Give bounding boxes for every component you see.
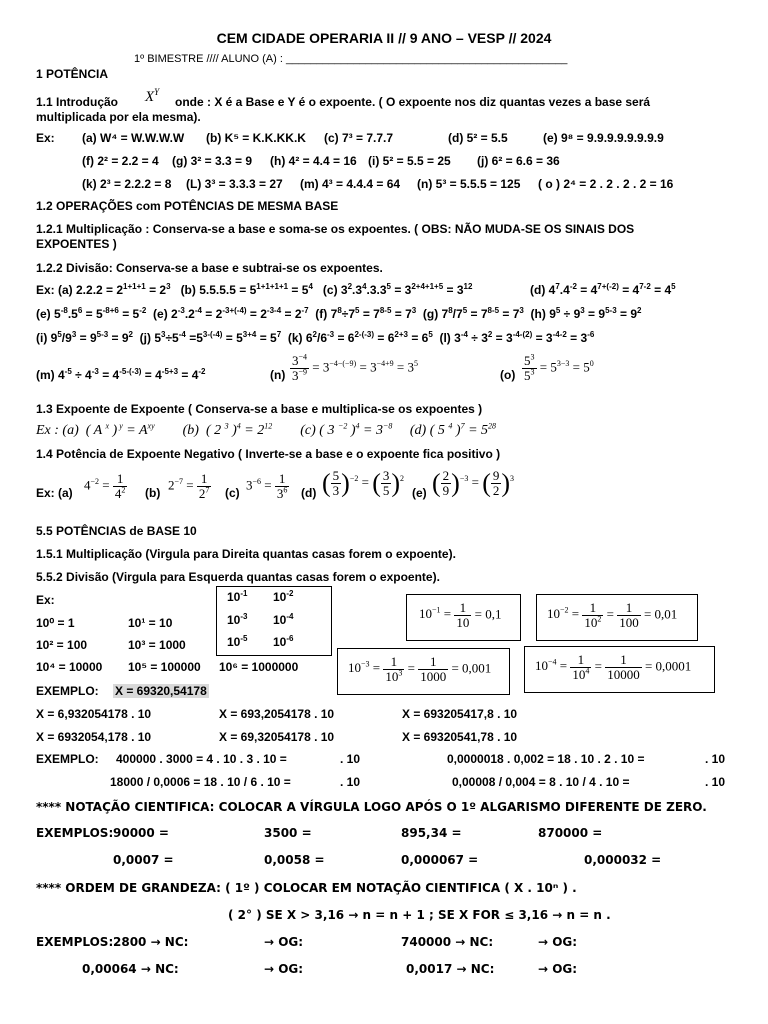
negative-powers-box <box>216 586 332 656</box>
base10-div-rule: 5.5.2 Divisão (Virgula para Esquerda quantas casas forem o expoente). <box>36 570 440 584</box>
intro-text-1: onde : X é a Base e Y é o expoente. ( O expoente nos diz quantas vezes a base será <box>175 95 651 109</box>
x-row-item: X = 693,2054178 . 10 <box>219 707 335 721</box>
exemplo-label: EXEMPLO: <box>36 684 99 698</box>
ex-item: (f) 2² = 2.2 = 4 <box>82 154 159 168</box>
ordem-item: 740000 → NC: <box>401 935 494 949</box>
notacao-item: 0,0007 = <box>113 853 174 867</box>
power-10-6: 10⁶ = 1000000 <box>219 660 299 674</box>
div-example-n-label: (n) <box>270 368 286 382</box>
section-1-3-heading: 1.3 Expoente de Expoente ( Conserva-se a base e multiplica-se os expoentes ) <box>36 402 483 416</box>
ordem-heading: **** ORDEM DE GRANDEZA: ( 1º ) COLOCAR EM NOTAÇÃO CIENTIFICA ( X . 10ⁿ ) . <box>36 881 577 895</box>
div-rule: 1.2.2 Divisão: Conserva-se a base e subtrai-se os expoentes. <box>36 261 383 275</box>
neg-power: $10^{-3}$ <box>227 612 248 627</box>
power-10-3: 10³ = 1000 <box>128 638 186 652</box>
neg-b-label: (b) <box>145 486 161 500</box>
x-row-item: X = 693205417,8 . 10 <box>402 707 518 721</box>
power-10-1: 10¹ = 10 <box>128 616 173 630</box>
exemplo2-c: 18000 / 0,0006 = 18 . 10 / 6 . 10 = <box>110 775 291 789</box>
power-of-power-examples: Ex : (a) ( A $^x$ ) $^y = A^{xy}$ (b) ( 2 $^3$ )$^4 = 2^{12}$ (c) ( 3 $^{-2}$ )$^4 = 3^{-8}$ (d) ( 5 $^4$ )$^7 = 5^{28}$ <box>36 421 497 438</box>
intro-text-2: multiplicada por ela mesma). <box>36 110 201 124</box>
neg-e-label: (e) <box>412 486 427 500</box>
intro-label: 1.1 Introdução <box>36 95 119 109</box>
negative-exponent-e: ( $\frac{2}{9}$ )$^{-3}$ = ( $\frac{9}{2}$ )$^3$ <box>432 468 515 498</box>
ex-item: ( o ) 2⁴ = 2 . 2 . 2 . 2 = 16 <box>538 177 674 191</box>
ordem-item: 2800 → NC: <box>113 935 189 949</box>
power-10-4: 10⁴ = 10000 <box>36 660 103 674</box>
section-5-5-heading: 5.5 POTÊNCIAS de BASE 10 <box>36 524 197 538</box>
notacao-label: EXEMPLOS: <box>36 826 114 840</box>
ex-label: Ex: <box>36 593 55 607</box>
exemplo2-label: EXEMPLO: <box>36 752 99 766</box>
formula-box-10-minus-2: $10^{-2}$ = $\frac{1}{10^2}$ = $\frac{1}{100}$ = 0,01 <box>536 594 698 641</box>
section-1-2-heading: 1.2 OPERAÇÕES com POTÊNCIAS DE MESMA BASE <box>36 199 339 213</box>
exemplo2-d: 0,00008 / 0,004 = 8 . 10 / 4 . 10 = <box>452 775 630 789</box>
negative-exponent-label: Ex: (a) <box>36 486 73 500</box>
negative-exponent-c: $3^{-6}$ = $\frac{1}{3^6}$ <box>246 471 288 501</box>
div-example-o-formula: $\frac{5^3}{5^3}$ = $5^{3-3} = 5^0$ <box>524 352 594 383</box>
x-row-item: X = 69320541,78 . 10 <box>402 730 518 744</box>
ex-item: (h) 4² = 4.4 = 16 <box>270 154 357 168</box>
notacao-item: 0,0058 = <box>264 853 325 867</box>
ex-item: (i) 5² = 5.5 = 25 <box>368 154 451 168</box>
ex-item: (g) 3² = 3.3 = 9 <box>172 154 253 168</box>
ordem-rule: ( 2° ) SE X > 3,16 → n = n + 1 ; SE X FOR ≤ 3,16 → n = n . <box>228 908 611 922</box>
exemplo2-d-tail: . 10 <box>705 775 726 789</box>
ordem-item: → OG: <box>264 935 304 949</box>
notacao-item: 870000 = <box>538 826 603 840</box>
ex-item: (b) K⁵ = K.K.KK.K <box>206 131 306 145</box>
ex-item: (c) 7³ = 7.7.7 <box>324 131 394 145</box>
notacao-item: 90000 = <box>113 826 169 840</box>
ordem-item: → OG: <box>538 962 578 976</box>
student-line: 1º BIMESTRE //// ALUNO (A) : ______________________________________________ <box>134 53 568 65</box>
formula-box-10-minus-4: $10^{-4}$ = $\frac{1}{10^4}$ = $\frac{1}{10000}$ = 0,0001 <box>524 646 715 693</box>
neg-power: $10^{-5}$ <box>227 634 248 649</box>
mult-examples-row: Ex: (a) $2.2.2 = 2^{1+1+1} = 2^3$ (b) $5.5.5.5 = 5^{1+1+1+1} = 5^4$ (c) $3^2.3^4.3.3^5 = 3^{2+4+1+5} = 3^{12}$ <box>36 282 473 297</box>
neg-power: $10^{-1}$ <box>227 589 248 604</box>
x-row-item: X = 6,932054178 . 10 <box>36 707 152 721</box>
ex-item: (j) 6² = 6.6 = 36 <box>477 154 560 168</box>
notacao-item: 0,000032 = <box>584 853 662 867</box>
power-10-2: 10² = 100 <box>36 638 88 652</box>
ex-label: Ex: <box>36 131 55 145</box>
exemplo2-a-tail: . 10 <box>340 752 361 766</box>
section-1-4-heading: 1.4 Potência de Expoente Negativo ( Inverte-se a base e o expoente fica positivo ) <box>36 447 501 461</box>
neg-power: $10^{-2}$ <box>273 589 294 604</box>
ordem-item: 0,0017 → NC: <box>406 962 495 976</box>
ex-item: (d) 5² = 5.5 <box>448 131 508 145</box>
ex-item: (e) 9⁸ = 9.9.9.9.9.9.9.9 <box>543 131 664 145</box>
neg-power: $10^{-4}$ <box>273 612 294 627</box>
div-example-o-label: (o) <box>500 368 516 382</box>
exemplo2-c-tail: . 10 <box>340 775 361 789</box>
notacao-item: 3500 = <box>264 826 312 840</box>
mixed-examples-row-1: (e) $5^{-8}.5^6 = 5^{-8+6} = 5^{-2}$ (e) $2^{-3}.2^{-4} = 2^{-3+(-4)} = 2^{-3-4} = 2^{-7}$ (f) $7^8\div 7^5 = 7^{8-5} = 7^3$ (g) $7^8/7^5 = 7^{8-5} = 7^3$ (h) $9^5 \div 9^3 = 9^{5-3} = 9^2$ <box>36 306 642 321</box>
power-10-0: 10⁰ = 1 <box>36 616 75 630</box>
x-row-item: X = 6932054,178 . 10 <box>36 730 152 744</box>
x-power-y-formula: $X^Y$ <box>145 87 160 105</box>
neg-d-label: (d) <box>301 486 317 500</box>
div-example-n-formula: $\frac{3^{-4}}{3^{-9}}$ = $3^{-4-(-9)} = 3^{-4+9} = 3^5$ <box>292 352 418 383</box>
x-row-item: X = 69,32054178 . 10 <box>219 730 335 744</box>
exemplo2-a: 400000 . 3000 = 4 . 10 . 3 . 10 = <box>116 752 287 766</box>
notacao-heading: **** NOTAÇÃO CIENTIFICA: COLOCAR A VÍRGULA LOGO APÓS O 1º ALGARISMO DIFERENTE DE ZERO. <box>36 800 707 814</box>
negative-exponent-b: $2^{-7}$ = $\frac{1}{2^7}$ <box>168 471 210 501</box>
ordem-item: 0,00064 → NC: <box>82 962 179 976</box>
base10-mult-rule: 1.5.1 Multiplicação (Virgula para Direita quantas casas forem o expoente). <box>36 547 456 561</box>
formula-box-10-minus-1: $10^{-1}$ = $\frac{1}{10}$ = 0,1 <box>406 594 521 641</box>
negative-exponent-a: $4^{-2}$ = $\frac{1}{4^2}$ <box>84 471 126 501</box>
exemplo-value: X = 69320,54178 <box>115 684 207 698</box>
formula-box-10-minus-3: $10^{-3}$ = $\frac{1}{10^3}$ = $\frac{1}{1000}$ = 0,001 <box>337 648 510 695</box>
ordem-label: EXEMPLOS: <box>36 935 114 949</box>
power-10-5: 10⁵ = 100000 <box>128 660 201 674</box>
exemplo2-b: 0,0000018 . 0,002 = 18 . 10 . 2 . 10 = <box>447 752 645 766</box>
ex-item: (m) 4³ = 4.4.4 = 64 <box>300 177 401 191</box>
ex-item: (a) W⁴ = W.W.W.W <box>82 131 185 145</box>
ordem-item: → OG: <box>264 962 304 976</box>
ex-item: (k) 2³ = 2.2.2 = 8 <box>82 177 172 191</box>
page-title: CEM CIDADE OPERARIA II // 9 ANO – VESP // 2024 <box>216 30 552 46</box>
neg-c-label: (c) <box>225 486 240 500</box>
mult-rule-1: 1.2.1 Multiplicação : Conserva-se a base e soma-se os expoentes. ( OBS: NÃO MUDA-SE OS SINAIS DOS <box>36 222 635 236</box>
neg-power: $10^{-6}$ <box>273 634 294 649</box>
mixed-examples-row-2: (i) $9^5/9^3 = 9^{5-3} = 9^2$ (j) $5^3\div 5^{-4} =5^{3-(-4)} = 5^{3+4} = 5^7$ (k) $6^2/6^{-3} = 6^{2-(-3)} = 6^{2+3} = 6^5$ (l) $3^{-4} \div 3^2 = 3^{-4-(2)} = 3^{-4-2} = 3^{-6}$ <box>36 330 595 345</box>
section-1-heading: 1 POTÊNCIA <box>36 67 109 81</box>
mult-example-d: (d) $4^7.4^{-2} = 4^{7+(-2)} = 4^{7-2} = 4^5$ <box>530 282 676 297</box>
ex-item: (L) 3³ = 3.3.3 = 27 <box>186 177 283 191</box>
negative-exponent-d: ( $\frac{5}{3}$ )$^{-2}$ = ( $\frac{3}{5}$ )$^2$ <box>322 468 405 498</box>
div-example-m: (m) $4^{-5} \div 4^{-3} = 4^{-5-(-3)} = 4^{-5+3} = 4^{-2}$ <box>36 367 206 382</box>
ordem-item: → OG: <box>538 935 578 949</box>
notacao-item: 0,000067 = <box>401 853 479 867</box>
mult-rule-2: EXPOENTES ) <box>36 237 117 251</box>
exemplo2-b-tail: . 10 <box>705 752 726 766</box>
ex-item: (n) 5³ = 5.5.5 = 125 <box>417 177 521 191</box>
notacao-item: 895,34 = <box>401 826 462 840</box>
